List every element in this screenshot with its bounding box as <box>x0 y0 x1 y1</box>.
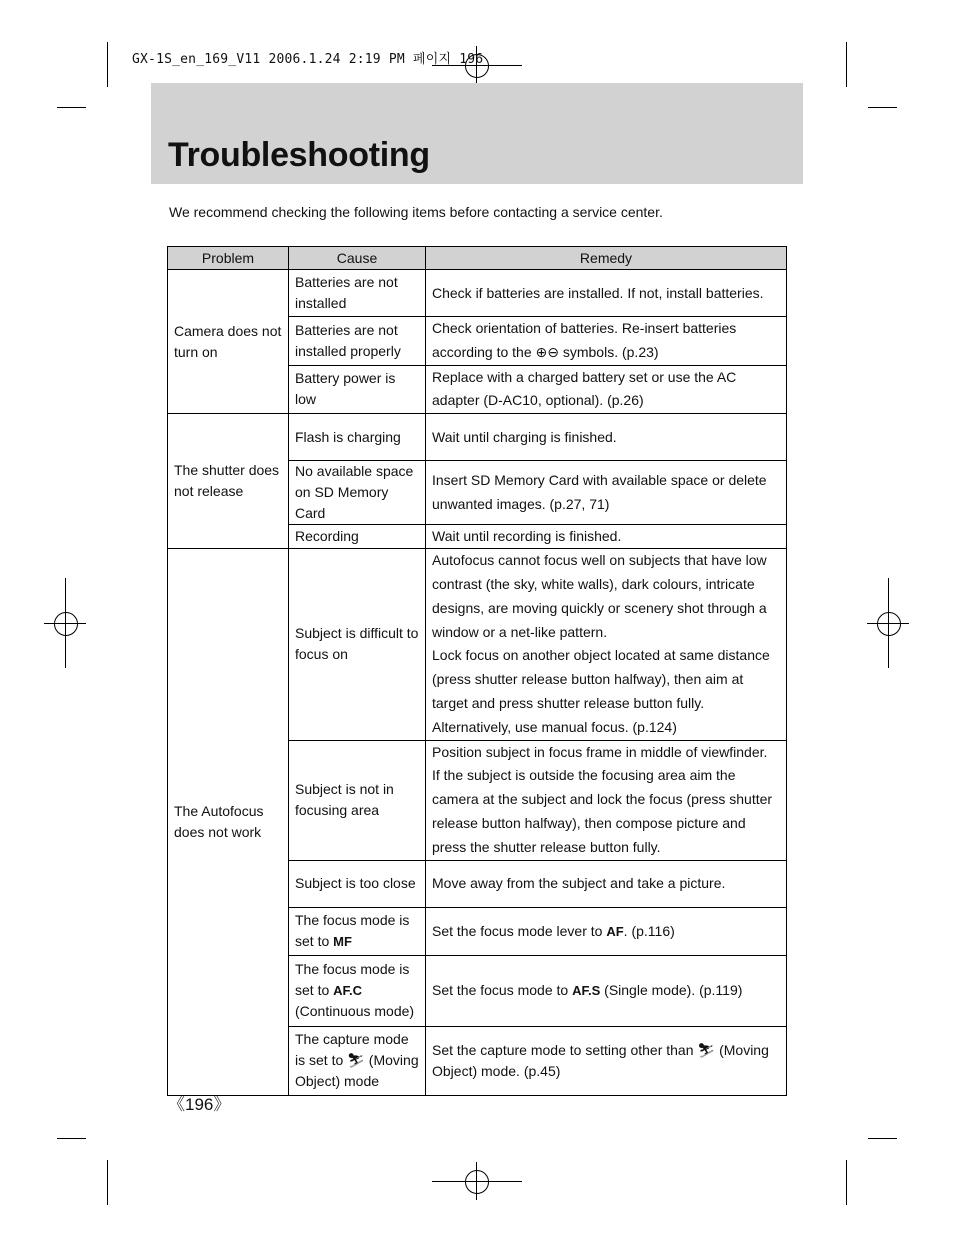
remedy-text: Set the capture mode to setting other than <box>432 1041 698 1058</box>
remedy-text: Set the focus mode lever to <box>432 922 607 939</box>
crop-mark <box>57 107 86 108</box>
column-header-remedy: Remedy <box>426 247 787 270</box>
crop-mark <box>868 107 897 108</box>
remedy-cell <box>426 955 787 1026</box>
column-header-cause: Cause <box>289 247 426 270</box>
cause-text: The focus mode is set to <box>295 912 410 950</box>
remedy-text: (Moving Object) mode. (p.45) <box>432 1041 769 1079</box>
remedy-cell: Wait until charging is finished. <box>426 414 787 461</box>
table-header-row <box>168 247 787 270</box>
remedy-paragraph: Position subject in focus frame in middle of viewfinder. <box>432 743 768 760</box>
cause-cell: Subject is difficult to focus on <box>289 549 426 740</box>
remedy-cell <box>426 1026 787 1095</box>
intro-text: We recommend checking the following items before contacting a service center. <box>169 204 663 220</box>
print-header: GX-1S_en_169_V11 2006.1.24 2:19 PM 페이지 196 <box>132 52 484 67</box>
crop-mark <box>107 42 108 87</box>
registration-mark-icon <box>476 1162 477 1200</box>
problem-cell: The Autofocus does not work <box>168 549 289 1095</box>
remedy-cell <box>426 907 787 955</box>
column-header-problem: Problem <box>168 247 289 270</box>
crop-mark <box>57 1138 86 1139</box>
cause-cell: Subject is not in focusing area <box>289 740 426 860</box>
cause-cell: Batteries are not installed <box>289 270 426 317</box>
crop-mark <box>846 1160 847 1205</box>
remedy-cell: Replace with a charged battery set or use the AC adapter (D-AC10, optional). (p.26) <box>426 365 787 414</box>
remedy-text: Set the focus mode to <box>432 982 573 999</box>
remedy-cell: Move away from the subject and take a picture. <box>426 860 787 907</box>
crop-mark <box>107 1160 108 1205</box>
cause-cell <box>289 907 426 955</box>
remedy-text: . (p.116) <box>623 922 675 939</box>
problem-cell: The shutter does not release <box>168 414 289 549</box>
registration-mark-icon <box>877 612 901 636</box>
cause-cell: Flash is charging <box>289 414 426 461</box>
remedy-cell: Insert SD Memory Card with available space or delete unwanted images. (p.27, 71) <box>426 461 787 525</box>
problem-cell: Camera does not turn on <box>168 270 289 414</box>
registration-mark-icon <box>465 1170 489 1194</box>
moving-object-icon: ⛷ <box>347 1052 365 1069</box>
remedy-cell: Check if batteries are installed. If not, install batteries. <box>426 270 787 317</box>
cause-cell <box>289 1026 426 1095</box>
registration-mark-icon <box>65 578 66 668</box>
registration-mark-icon <box>888 578 889 668</box>
remedy-cell: Wait until recording is finished. <box>426 525 787 549</box>
table-row <box>168 270 787 317</box>
cause-cell: Batteries are not installed properly <box>289 317 426 366</box>
table-row <box>168 549 787 740</box>
cause-text: (Moving Object) mode <box>295 1052 419 1090</box>
cause-text: (Continuous mode) <box>295 1003 415 1020</box>
remedy-text: (Single mode). (p.119) <box>600 982 743 999</box>
remedy-cell <box>426 740 787 860</box>
remedy-cell <box>426 549 787 740</box>
registration-mark-icon <box>432 1181 522 1182</box>
page-title: Troubleshooting <box>168 136 430 174</box>
cause-cell: Recording <box>289 525 426 549</box>
afs-mode-icon: AF.S <box>572 983 601 999</box>
registration-mark-icon <box>54 612 78 636</box>
cause-text: The capture mode is set to <box>295 1031 409 1069</box>
remedy-cell: Check orientation of batteries. Re-insert batteries according to the ⊕⊖ symbols. (p.23) <box>426 317 787 366</box>
cause-cell <box>289 955 426 1026</box>
remedy-paragraph: Lock focus on another object located at same distance (press shutter release button halfway), then aim at target and press shutter release button fully. Alternatively, use manual focus. (p.124) <box>432 647 770 735</box>
cause-cell: Subject is too close <box>289 860 426 907</box>
mf-mode-icon: MF <box>333 934 352 950</box>
cause-text: The focus mode is set to <box>295 961 410 999</box>
crop-mark <box>846 42 847 87</box>
afc-mode-icon: AF.C <box>333 983 363 999</box>
crop-mark <box>868 1138 897 1139</box>
cause-cell: No available space on SD Memory Card <box>289 461 426 525</box>
remedy-paragraph: Autofocus cannot focus well on subjects that have low contrast (the sky, white walls), dark colours, intricate designs, are moving quickly or scenery shot through a window or a net-like pattern. <box>432 552 767 640</box>
moving-object-icon: ⛷ <box>697 1041 716 1058</box>
table-row <box>168 414 787 461</box>
af-mode-icon: AF <box>606 923 624 939</box>
page-number: 《196》 <box>168 1095 231 1114</box>
cause-cell: Battery power is low <box>289 365 426 414</box>
troubleshooting-table <box>167 246 787 1096</box>
remedy-paragraph: If the subject is outside the focusing area aim the camera at the subject and lock the focus (press shutter release button halfway), then compose picture and press the shutter release button fully. <box>432 767 773 855</box>
